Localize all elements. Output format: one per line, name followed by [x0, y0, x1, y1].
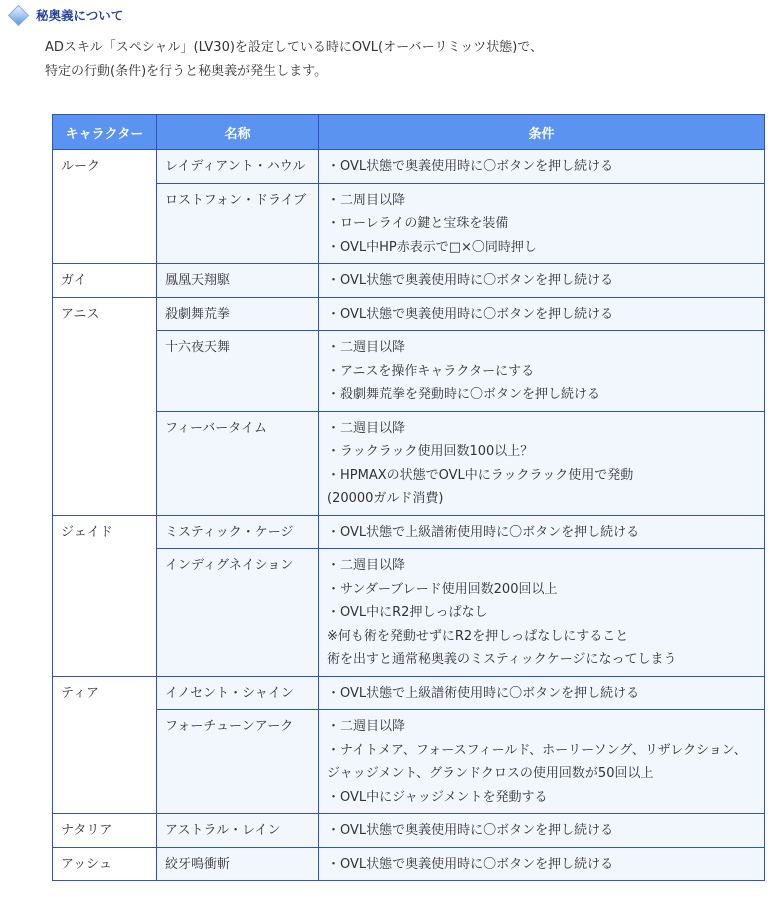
table-header-row	[53, 115, 765, 150]
hiougi-table	[52, 114, 765, 881]
condition-line: ・殺劇舞荒拳を発動時に〇ボタンを押し続ける	[327, 387, 601, 402]
condition-line: ・二週目以降	[327, 558, 406, 573]
condition-cell	[319, 710, 765, 814]
condition-cell	[319, 331, 765, 412]
character-cell: ジェイド	[53, 515, 157, 676]
condition-line: ・アニスを操作キャラクターにする	[327, 363, 535, 379]
table-row	[53, 847, 765, 881]
section-heading	[8, 6, 123, 24]
condition-cell	[319, 549, 765, 677]
skill-name-cell: フィーバータイム	[157, 411, 319, 515]
intro-line: ADスキル「スペシャル」(LV30)を設定している時にOVL(オーバーリミッツ状態)で、	[45, 40, 544, 55]
skill-name-cell: イノセント・シャイン	[157, 676, 319, 710]
section-title: 秘奥義について	[36, 8, 124, 23]
condition-cell	[319, 515, 765, 549]
condition-cell	[319, 814, 765, 848]
skill-name-cell: 鳳凰天翔駆	[157, 264, 319, 298]
condition-cell	[319, 297, 765, 331]
diamond-bullet-icon	[8, 4, 29, 25]
condition-cell	[319, 676, 765, 710]
table-row	[53, 264, 765, 298]
condition-cell	[319, 150, 765, 184]
table-row	[53, 814, 765, 848]
table-row	[53, 676, 765, 710]
condition-line: ・OVL状態で奥義使用時に〇ボタンを押し続ける	[327, 159, 614, 174]
condition-line: ・ローレライの鍵と宝珠を装備	[327, 216, 509, 231]
skill-name-cell: ミスティック・ケージ	[157, 515, 319, 549]
character-cell: ルーク	[53, 150, 157, 264]
condition-line: ・サンダーブレード使用回数200回以上	[327, 581, 558, 597]
intro-text	[45, 36, 543, 84]
condition-line: (20000ガルド消費)	[327, 491, 444, 506]
table-row	[53, 515, 765, 549]
skill-name-cell: 殺劇舞荒拳	[157, 297, 319, 331]
table-body	[53, 150, 765, 881]
condition-line: ・二周目以降	[327, 192, 406, 208]
condition-line: ・OVL中HP赤表示で□×〇同時押し	[327, 239, 537, 255]
condition-line: ・OVL状態で上級譜術使用時に〇ボタンを押し続ける	[327, 524, 640, 540]
condition-cell	[319, 411, 765, 515]
condition-line: ・二週目以降	[327, 719, 406, 734]
skill-name-cell: レイディアント・ハウル	[157, 150, 319, 184]
condition-line: ・HPMAXの状態でOVL中にラックラック使用で発動	[327, 467, 634, 483]
skill-name-cell: インディグネイション	[157, 549, 319, 677]
condition-cell	[319, 183, 765, 264]
table-row	[53, 150, 765, 184]
table-row	[53, 710, 765, 814]
header-character: キャラクター	[53, 115, 157, 150]
condition-line: ・OVL中にジャッジメントを発動する	[327, 789, 548, 805]
condition-line: ・二週目以降	[327, 420, 406, 436]
condition-line: ・OVL中にR2押しっぱなし	[327, 605, 488, 620]
condition-line: ・ラックラック使用回数100以上？	[327, 444, 534, 459]
character-cell: ティア	[53, 676, 157, 814]
header-condition: 条件	[319, 115, 765, 150]
skill-name-cell: 十六夜天舞	[157, 331, 319, 412]
table-row	[53, 183, 765, 264]
character-cell: ガイ	[53, 264, 157, 298]
character-cell: アッシュ	[53, 847, 157, 881]
condition-line: ジャッジメント、グランドクロスの使用回数が50回以上	[327, 766, 654, 781]
condition-cell	[319, 264, 765, 298]
header-name: 名称	[157, 115, 319, 150]
condition-line: ・OVL状態で奥義使用時に〇ボタンを押し続ける	[327, 823, 614, 838]
table-row	[53, 297, 765, 331]
condition-line: ・OVL状態で奥義使用時に〇ボタンを押し続ける	[327, 273, 614, 288]
skill-name-cell: アストラル・レイン	[157, 814, 319, 848]
condition-line: ・二週目以降	[327, 340, 406, 355]
skill-name-cell: フォーチューンアーク	[157, 710, 319, 814]
intro-line: 特定の行動(条件)を行うと秘奥義が発生します。	[45, 64, 328, 79]
condition-line: ・OVL状態で奥義使用時に〇ボタンを押し続ける	[327, 856, 614, 872]
condition-line: ・ナイトメア、フォースフィールド、ホーリーソング、リザレクション、	[327, 742, 747, 758]
condition-line: ・OVL状態で上級譜術使用時に〇ボタンを押し続ける	[327, 685, 640, 701]
condition-cell	[319, 847, 765, 881]
character-cell: アニス	[53, 297, 157, 515]
character-cell: ナタリア	[53, 814, 157, 848]
table-row	[53, 331, 765, 412]
skill-name-cell: 絞牙鳴衝斬	[157, 847, 319, 881]
table-row	[53, 411, 765, 515]
skill-name-cell: ロストフォン・ドライブ	[157, 183, 319, 264]
condition-line: 術を出すと通常秘奥義のミスティックケージになってしまう	[327, 652, 677, 667]
table-row	[53, 549, 765, 677]
condition-line: ・OVL状態で奥義使用時に〇ボタンを押し続ける	[327, 306, 614, 322]
condition-line: ※何も術を発動せずにR2を押しっぱなしにすること	[327, 628, 629, 644]
